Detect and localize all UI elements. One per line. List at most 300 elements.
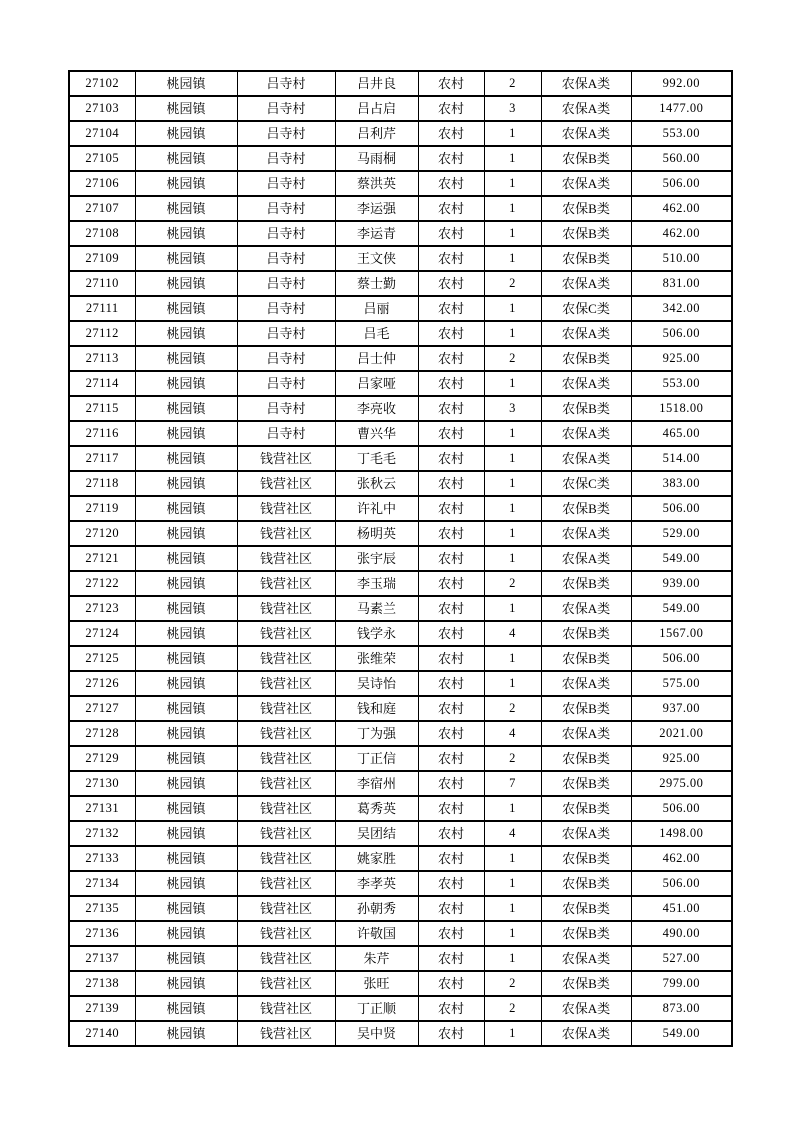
table-row (69, 471, 732, 496)
cell-id: 27125 (69, 646, 135, 671)
cell-village: 钱营社区 (237, 496, 335, 521)
cell-residence: 农村 (418, 846, 484, 871)
cell-category: 农保B类 (541, 871, 631, 896)
cell-count: 1 (484, 371, 541, 396)
cell-town: 桃园镇 (135, 171, 237, 196)
cell-id: 27132 (69, 821, 135, 846)
cell-residence: 农村 (418, 621, 484, 646)
cell-village: 钱营社区 (237, 896, 335, 921)
cell-residence: 农村 (418, 896, 484, 921)
table-row (69, 896, 732, 921)
cell-category: 农保B类 (541, 146, 631, 171)
cell-residence: 农村 (418, 221, 484, 246)
cell-village: 钱营社区 (237, 546, 335, 571)
cell-count: 1 (484, 146, 541, 171)
cell-count: 1 (484, 246, 541, 271)
cell-id: 27118 (69, 471, 135, 496)
cell-id: 27112 (69, 321, 135, 346)
cell-residence: 农村 (418, 271, 484, 296)
cell-amount: 937.00 (631, 696, 732, 721)
table-row (69, 671, 732, 696)
cell-name: 朱芹 (335, 946, 418, 971)
cell-id: 27106 (69, 171, 135, 196)
cell-count: 1 (484, 671, 541, 696)
cell-category: 农保B类 (541, 746, 631, 771)
cell-name: 李宿州 (335, 771, 418, 796)
cell-id: 27102 (69, 71, 135, 96)
cell-id: 27107 (69, 196, 135, 221)
cell-village: 钱营社区 (237, 921, 335, 946)
table-row (69, 196, 732, 221)
table-row (69, 721, 732, 746)
cell-amount: 1567.00 (631, 621, 732, 646)
cell-id: 27135 (69, 896, 135, 921)
cell-town: 桃园镇 (135, 196, 237, 221)
cell-category: 农保A类 (541, 996, 631, 1021)
cell-village: 钱营社区 (237, 521, 335, 546)
cell-category: 农保B类 (541, 771, 631, 796)
cell-category: 农保B类 (541, 846, 631, 871)
cell-residence: 农村 (418, 921, 484, 946)
cell-category: 农保B类 (541, 496, 631, 521)
cell-amount: 575.00 (631, 671, 732, 696)
cell-id: 27124 (69, 621, 135, 646)
cell-village: 吕寺村 (237, 146, 335, 171)
table-row (69, 621, 732, 646)
cell-name: 钱学永 (335, 621, 418, 646)
cell-category: 农保C类 (541, 296, 631, 321)
cell-residence: 农村 (418, 96, 484, 121)
cell-town: 桃园镇 (135, 146, 237, 171)
cell-category: 农保B类 (541, 796, 631, 821)
cell-amount: 1518.00 (631, 396, 732, 421)
cell-amount: 510.00 (631, 246, 732, 271)
cell-village: 钱营社区 (237, 971, 335, 996)
cell-id: 27104 (69, 121, 135, 146)
cell-name: 李玉瑞 (335, 571, 418, 596)
cell-id: 27103 (69, 96, 135, 121)
cell-town: 桃园镇 (135, 321, 237, 346)
cell-residence: 农村 (418, 1021, 484, 1046)
cell-amount: 939.00 (631, 571, 732, 596)
cell-count: 1 (484, 896, 541, 921)
cell-town: 桃园镇 (135, 496, 237, 521)
cell-name: 张秋云 (335, 471, 418, 496)
cell-count: 4 (484, 621, 541, 646)
cell-village: 钱营社区 (237, 771, 335, 796)
cell-residence: 农村 (418, 521, 484, 546)
cell-category: 农保A类 (541, 121, 631, 146)
cell-amount: 462.00 (631, 221, 732, 246)
cell-count: 1 (484, 1021, 541, 1046)
cell-town: 桃园镇 (135, 521, 237, 546)
cell-amount: 553.00 (631, 371, 732, 396)
cell-id: 27134 (69, 871, 135, 896)
table-row (69, 771, 732, 796)
cell-amount: 462.00 (631, 196, 732, 221)
cell-category: 农保A类 (541, 371, 631, 396)
cell-town: 桃园镇 (135, 121, 237, 146)
table-row (69, 346, 732, 371)
cell-town: 桃园镇 (135, 221, 237, 246)
cell-name: 吕毛 (335, 321, 418, 346)
table-row (69, 246, 732, 271)
cell-town: 桃园镇 (135, 646, 237, 671)
cell-count: 1 (484, 796, 541, 821)
cell-name: 葛秀英 (335, 796, 418, 821)
cell-name: 孙朝秀 (335, 896, 418, 921)
table-row (69, 921, 732, 946)
cell-residence: 农村 (418, 596, 484, 621)
cell-amount: 506.00 (631, 646, 732, 671)
cell-count: 1 (484, 496, 541, 521)
cell-category: 农保A类 (541, 671, 631, 696)
cell-amount: 553.00 (631, 121, 732, 146)
cell-category: 农保A类 (541, 721, 631, 746)
cell-town: 桃园镇 (135, 1021, 237, 1046)
cell-count: 1 (484, 321, 541, 346)
cell-residence: 农村 (418, 471, 484, 496)
cell-id: 27138 (69, 971, 135, 996)
cell-village: 吕寺村 (237, 196, 335, 221)
cell-town: 桃园镇 (135, 96, 237, 121)
table-row (69, 121, 732, 146)
cell-count: 3 (484, 96, 541, 121)
cell-town: 桃园镇 (135, 596, 237, 621)
cell-category: 农保B类 (541, 621, 631, 646)
cell-village: 吕寺村 (237, 346, 335, 371)
cell-name: 杨明英 (335, 521, 418, 546)
cell-count: 2 (484, 571, 541, 596)
table-row (69, 321, 732, 346)
cell-id: 27119 (69, 496, 135, 521)
cell-village: 吕寺村 (237, 221, 335, 246)
table-row (69, 71, 732, 96)
cell-town: 桃园镇 (135, 796, 237, 821)
cell-category: 农保B类 (541, 921, 631, 946)
cell-category: 农保B类 (541, 696, 631, 721)
cell-amount: 342.00 (631, 296, 732, 321)
cell-name: 李亮收 (335, 396, 418, 421)
cell-count: 1 (484, 921, 541, 946)
cell-town: 桃园镇 (135, 471, 237, 496)
cell-village: 钱营社区 (237, 846, 335, 871)
cell-count: 2 (484, 971, 541, 996)
cell-town: 桃园镇 (135, 571, 237, 596)
cell-category: 农保A类 (541, 821, 631, 846)
table-row (69, 171, 732, 196)
table-row (69, 971, 732, 996)
cell-name: 张宇辰 (335, 546, 418, 571)
cell-id: 27122 (69, 571, 135, 596)
cell-id: 27110 (69, 271, 135, 296)
table-row (69, 421, 732, 446)
cell-residence: 农村 (418, 196, 484, 221)
cell-category: 农保A类 (541, 596, 631, 621)
cell-count: 1 (484, 646, 541, 671)
cell-name: 李运青 (335, 221, 418, 246)
cell-village: 吕寺村 (237, 296, 335, 321)
cell-category: 农保B类 (541, 246, 631, 271)
cell-town: 桃园镇 (135, 696, 237, 721)
table-row (69, 746, 732, 771)
table-row (69, 296, 732, 321)
cell-count: 1 (484, 421, 541, 446)
cell-amount: 2021.00 (631, 721, 732, 746)
cell-town: 桃园镇 (135, 896, 237, 921)
cell-residence: 农村 (418, 296, 484, 321)
cell-id: 27109 (69, 246, 135, 271)
cell-amount: 549.00 (631, 546, 732, 571)
cell-id: 27117 (69, 446, 135, 471)
cell-residence: 农村 (418, 321, 484, 346)
cell-village: 钱营社区 (237, 671, 335, 696)
cell-count: 4 (484, 821, 541, 846)
cell-town: 桃园镇 (135, 346, 237, 371)
cell-town: 桃园镇 (135, 446, 237, 471)
cell-count: 1 (484, 121, 541, 146)
cell-name: 张旺 (335, 971, 418, 996)
cell-amount: 1477.00 (631, 96, 732, 121)
cell-residence: 农村 (418, 746, 484, 771)
cell-residence: 农村 (418, 396, 484, 421)
cell-village: 钱营社区 (237, 996, 335, 1021)
cell-name: 李孝英 (335, 871, 418, 896)
table-row (69, 646, 732, 671)
cell-amount: 383.00 (631, 471, 732, 496)
cell-id: 27136 (69, 921, 135, 946)
cell-residence: 农村 (418, 71, 484, 96)
cell-name: 吕家哑 (335, 371, 418, 396)
cell-village: 吕寺村 (237, 421, 335, 446)
cell-id: 27113 (69, 346, 135, 371)
cell-amount: 560.00 (631, 146, 732, 171)
cell-count: 1 (484, 296, 541, 321)
cell-category: 农保B类 (541, 396, 631, 421)
cell-residence: 农村 (418, 121, 484, 146)
table-row (69, 446, 732, 471)
cell-id: 27105 (69, 146, 135, 171)
cell-category: 农保A类 (541, 521, 631, 546)
table-row (69, 796, 732, 821)
cell-residence: 农村 (418, 171, 484, 196)
cell-town: 桃园镇 (135, 546, 237, 571)
cell-town: 桃园镇 (135, 971, 237, 996)
cell-village: 吕寺村 (237, 96, 335, 121)
cell-count: 2 (484, 996, 541, 1021)
cell-village: 吕寺村 (237, 171, 335, 196)
cell-residence: 农村 (418, 871, 484, 896)
cell-amount: 451.00 (631, 896, 732, 921)
cell-count: 2 (484, 746, 541, 771)
cell-amount: 462.00 (631, 846, 732, 871)
cell-amount: 514.00 (631, 446, 732, 471)
cell-village: 吕寺村 (237, 121, 335, 146)
cell-name: 吕占启 (335, 96, 418, 121)
cell-category: 农保C类 (541, 471, 631, 496)
cell-village: 钱营社区 (237, 1021, 335, 1046)
cell-village: 钱营社区 (237, 446, 335, 471)
table-row (69, 846, 732, 871)
cell-amount: 506.00 (631, 796, 732, 821)
cell-village: 钱营社区 (237, 871, 335, 896)
cell-residence: 农村 (418, 571, 484, 596)
cell-town: 桃园镇 (135, 771, 237, 796)
cell-amount: 506.00 (631, 171, 732, 196)
cell-category: 农保B类 (541, 896, 631, 921)
cell-id: 27137 (69, 946, 135, 971)
cell-category: 农保B类 (541, 346, 631, 371)
cell-count: 2 (484, 346, 541, 371)
cell-residence: 农村 (418, 246, 484, 271)
cell-id: 27127 (69, 696, 135, 721)
cell-name: 曹兴华 (335, 421, 418, 446)
cell-id: 27129 (69, 746, 135, 771)
table-row (69, 1021, 732, 1046)
cell-count: 1 (484, 846, 541, 871)
cell-id: 27121 (69, 546, 135, 571)
cell-residence: 农村 (418, 496, 484, 521)
cell-count: 1 (484, 946, 541, 971)
cell-residence: 农村 (418, 796, 484, 821)
cell-id: 27133 (69, 846, 135, 871)
table-row (69, 821, 732, 846)
cell-village: 钱营社区 (237, 571, 335, 596)
table-row (69, 996, 732, 1021)
cell-amount: 529.00 (631, 521, 732, 546)
cell-town: 桃园镇 (135, 946, 237, 971)
cell-village: 钱营社区 (237, 646, 335, 671)
cell-village: 钱营社区 (237, 746, 335, 771)
cell-name: 蔡洪英 (335, 171, 418, 196)
cell-amount: 549.00 (631, 596, 732, 621)
cell-count: 1 (484, 446, 541, 471)
cell-village: 钱营社区 (237, 696, 335, 721)
cell-amount: 992.00 (631, 71, 732, 96)
cell-town: 桃园镇 (135, 396, 237, 421)
cell-residence: 农村 (418, 546, 484, 571)
cell-amount: 506.00 (631, 496, 732, 521)
table-row (69, 496, 732, 521)
cell-residence: 农村 (418, 371, 484, 396)
cell-category: 农保B类 (541, 646, 631, 671)
cell-amount: 506.00 (631, 321, 732, 346)
cell-name: 王文侠 (335, 246, 418, 271)
cell-town: 桃园镇 (135, 671, 237, 696)
cell-town: 桃园镇 (135, 846, 237, 871)
cell-residence: 农村 (418, 421, 484, 446)
cell-town: 桃园镇 (135, 271, 237, 296)
cell-residence: 农村 (418, 446, 484, 471)
cell-name: 丁毛毛 (335, 446, 418, 471)
cell-village: 吕寺村 (237, 396, 335, 421)
cell-name: 蔡士勤 (335, 271, 418, 296)
cell-residence: 农村 (418, 721, 484, 746)
cell-village: 钱营社区 (237, 596, 335, 621)
table-row (69, 396, 732, 421)
cell-amount: 831.00 (631, 271, 732, 296)
cell-name: 吕士仲 (335, 346, 418, 371)
cell-id: 27111 (69, 296, 135, 321)
cell-town: 桃园镇 (135, 421, 237, 446)
cell-category: 农保A类 (541, 946, 631, 971)
cell-town: 桃园镇 (135, 246, 237, 271)
cell-name: 吕井良 (335, 71, 418, 96)
cell-name: 丁正信 (335, 746, 418, 771)
cell-village: 吕寺村 (237, 246, 335, 271)
cell-residence: 农村 (418, 771, 484, 796)
table-row (69, 571, 732, 596)
cell-count: 1 (484, 546, 541, 571)
cell-id: 27114 (69, 371, 135, 396)
cell-count: 2 (484, 696, 541, 721)
cell-residence: 农村 (418, 146, 484, 171)
cell-category: 农保B类 (541, 971, 631, 996)
table-row (69, 696, 732, 721)
cell-category: 农保A类 (541, 421, 631, 446)
table-body (69, 71, 732, 1046)
cell-village: 吕寺村 (237, 371, 335, 396)
cell-town: 桃园镇 (135, 921, 237, 946)
cell-town: 桃园镇 (135, 821, 237, 846)
cell-village: 吕寺村 (237, 271, 335, 296)
cell-amount: 2975.00 (631, 771, 732, 796)
cell-village: 钱营社区 (237, 796, 335, 821)
cell-amount: 465.00 (631, 421, 732, 446)
cell-residence: 农村 (418, 996, 484, 1021)
cell-id: 27115 (69, 396, 135, 421)
cell-amount: 1498.00 (631, 821, 732, 846)
table-row (69, 546, 732, 571)
table-row (69, 146, 732, 171)
cell-id: 27108 (69, 221, 135, 246)
cell-count: 1 (484, 521, 541, 546)
cell-village: 吕寺村 (237, 71, 335, 96)
cell-count: 1 (484, 871, 541, 896)
cell-count: 4 (484, 721, 541, 746)
cell-category: 农保A类 (541, 446, 631, 471)
beneficiary-table (68, 70, 733, 1047)
cell-amount: 527.00 (631, 946, 732, 971)
cell-category: 农保A类 (541, 321, 631, 346)
cell-name: 李运强 (335, 196, 418, 221)
cell-category: 农保A类 (541, 96, 631, 121)
cell-category: 农保A类 (541, 171, 631, 196)
cell-village: 钱营社区 (237, 621, 335, 646)
table-row (69, 221, 732, 246)
cell-amount: 549.00 (631, 1021, 732, 1046)
cell-id: 27120 (69, 521, 135, 546)
cell-residence: 农村 (418, 696, 484, 721)
table-row (69, 871, 732, 896)
cell-id: 27140 (69, 1021, 135, 1046)
cell-amount: 925.00 (631, 346, 732, 371)
cell-id: 27131 (69, 796, 135, 821)
cell-name: 丁正顺 (335, 996, 418, 1021)
cell-category: 农保B类 (541, 571, 631, 596)
cell-town: 桃园镇 (135, 371, 237, 396)
cell-id: 27128 (69, 721, 135, 746)
table-row (69, 521, 732, 546)
cell-name: 许敬国 (335, 921, 418, 946)
cell-village: 钱营社区 (237, 946, 335, 971)
cell-amount: 490.00 (631, 921, 732, 946)
cell-village: 钱营社区 (237, 471, 335, 496)
cell-name: 丁为强 (335, 721, 418, 746)
cell-town: 桃园镇 (135, 871, 237, 896)
cell-town: 桃园镇 (135, 996, 237, 1021)
table-row (69, 946, 732, 971)
